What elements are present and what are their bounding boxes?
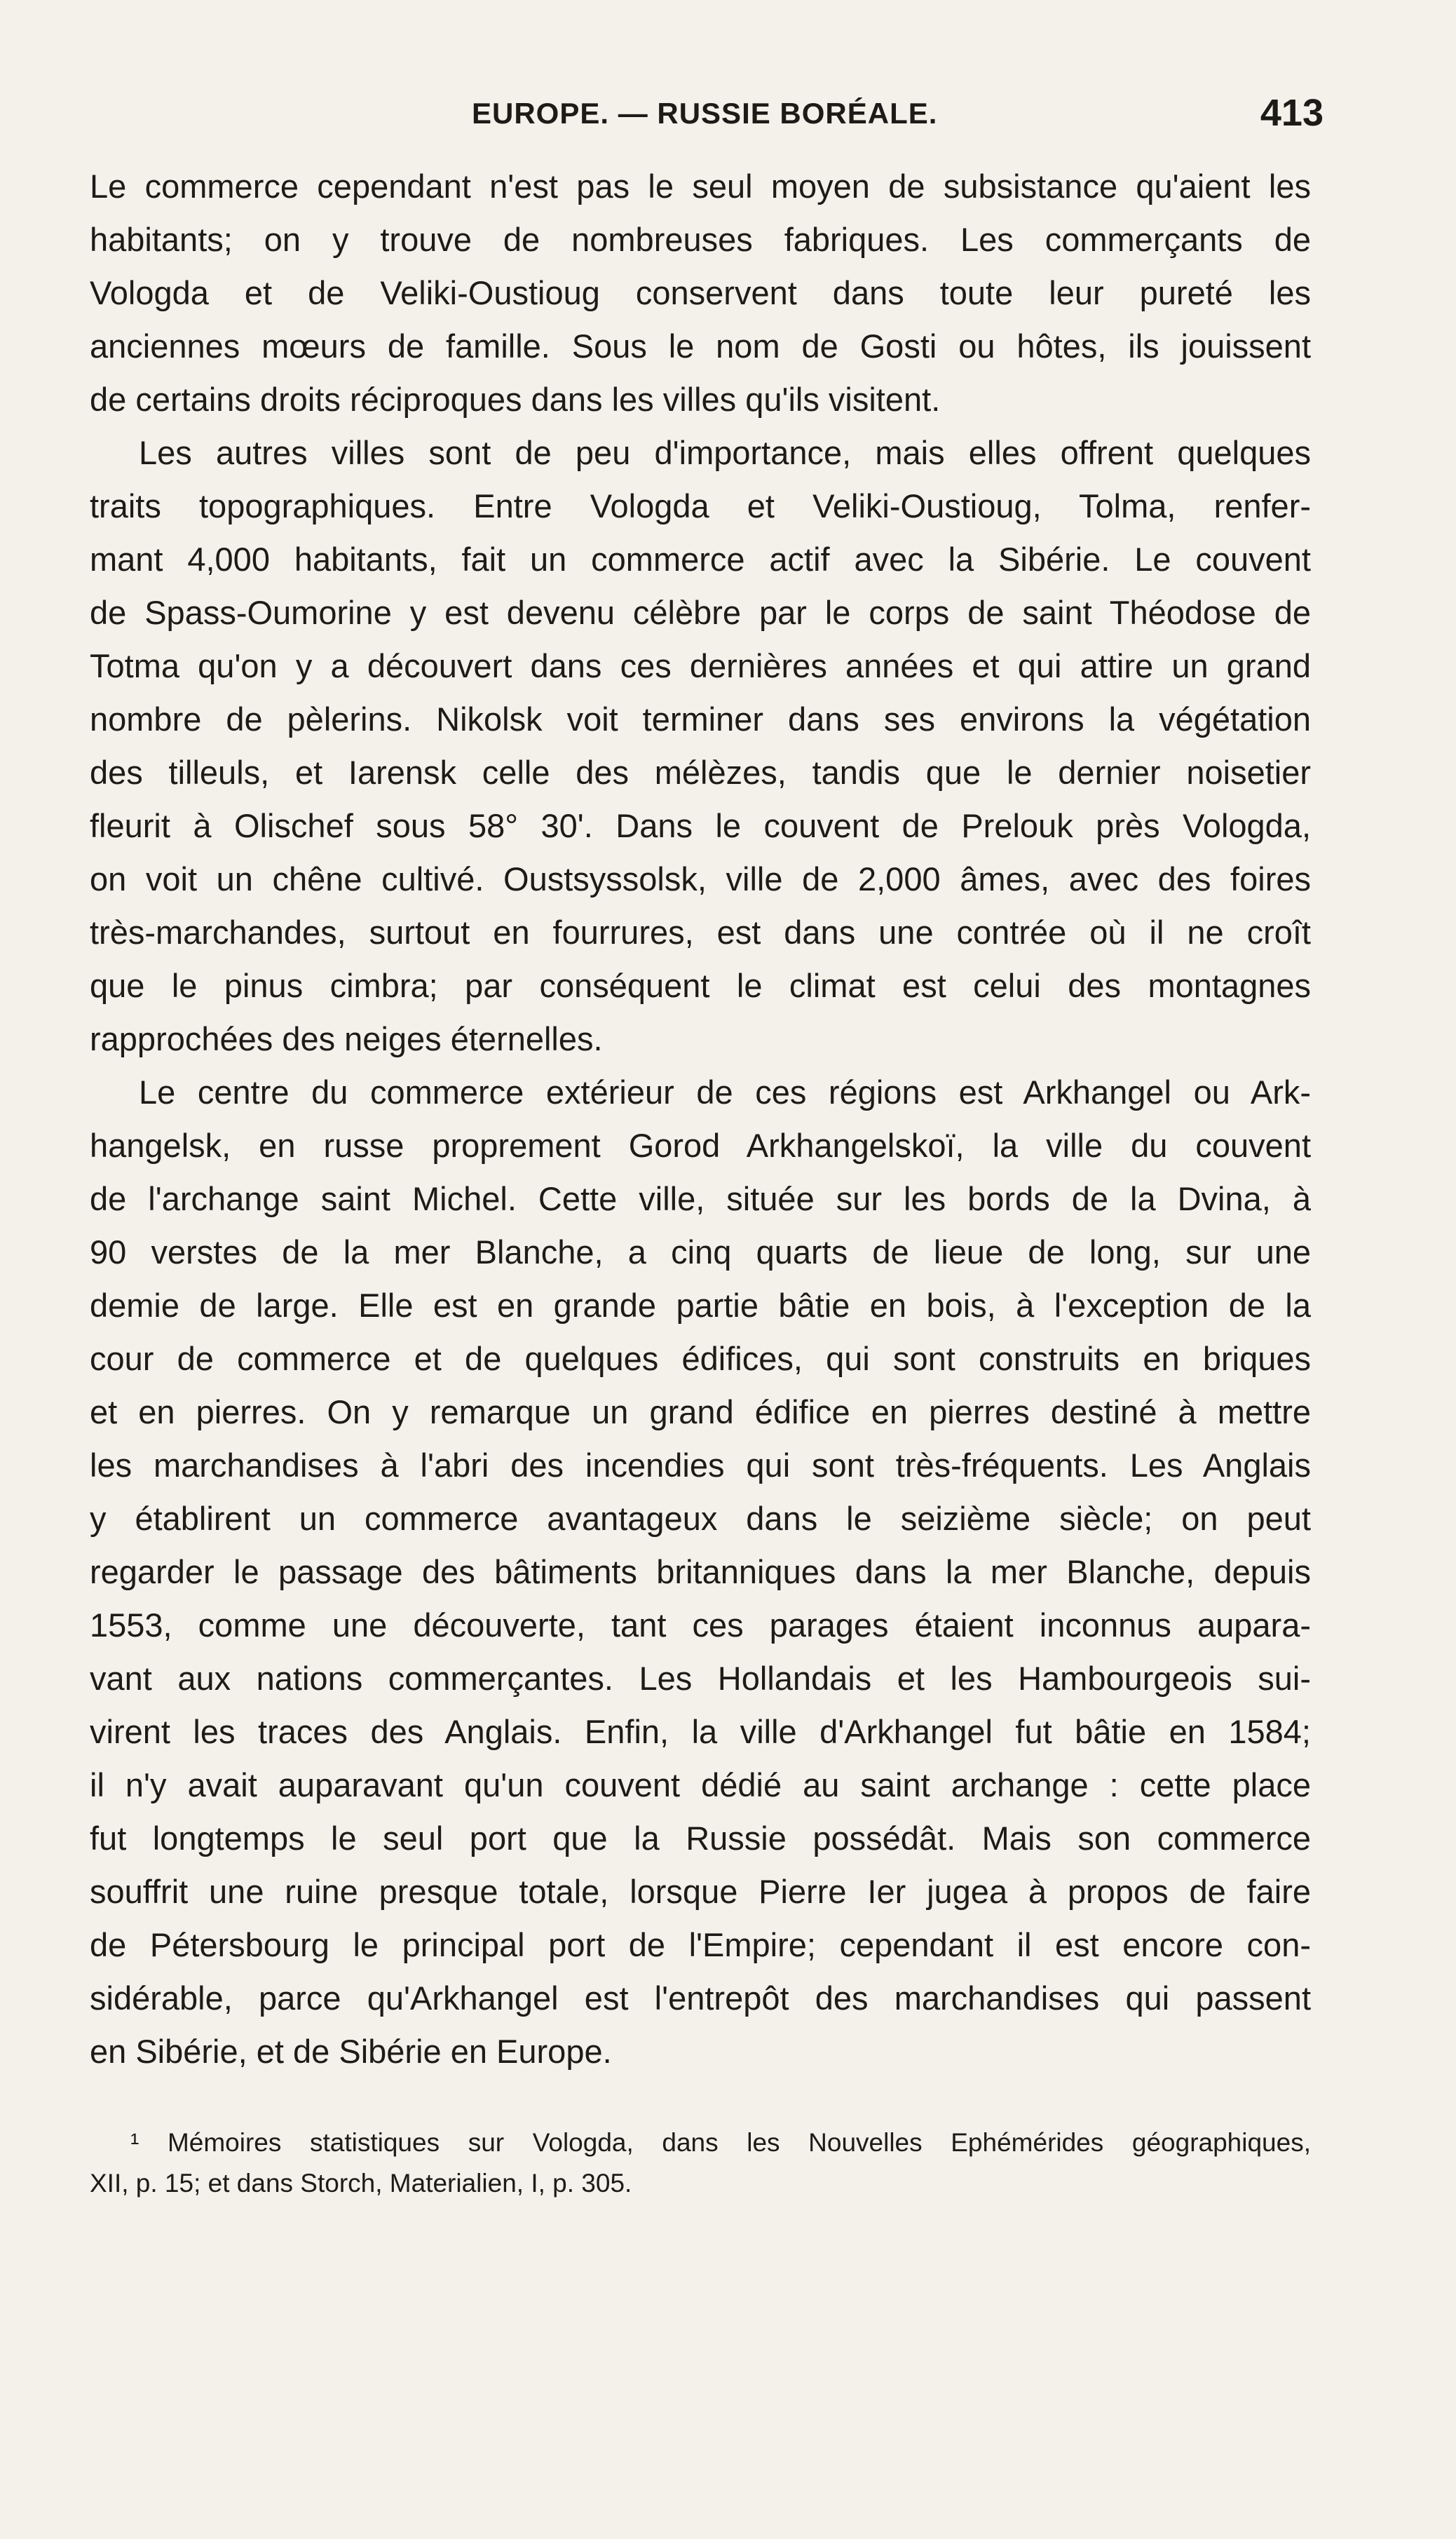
text-line: hangelsk, en russe proprement Gorod Arkhangelskoï, la ville du couvent <box>90 1127 1311 1164</box>
text-line: fut longtemps le seul port que la Russie possédât. Mais son commerce <box>90 1820 1311 1857</box>
text-line: mant 4,000 habitants, fait un commerce actif avec la Sibérie. Le couvent <box>90 541 1311 578</box>
text-line: habitants; on y trouve de nombreuses fabriques. Les commerçants de <box>90 221 1311 258</box>
text-line: sidérable, parce qu'Arkhangel est l'entrepôt des marchandises qui passent <box>90 1979 1311 2017</box>
text-line: regarder le passage des bâtiments britanniques dans la mer Blanche, depuis <box>90 1553 1311 1590</box>
text-line: demie de large. Elle est en grande partie bâtie en bois, à l'exception de la <box>90 1287 1311 1324</box>
text-line: souffrit une ruine presque totale, lorsque Pierre Ier jugea à propos de faire <box>90 1873 1311 1910</box>
footnote-line: ¹ Mémoires statistiques sur Vologda, dans les Nouvelles Ephémérides géographiques, <box>130 2128 1311 2157</box>
text-line: nombre de pèlerins. Nikolsk voit terminer dans ses environs la végétation <box>90 700 1311 738</box>
text-line: Le commerce cependant n'est pas le seul moyen de subsistance qu'aient les <box>90 168 1311 205</box>
text-line: 1553, comme une découverte, tant ces parages étaient inconnus aupara- <box>90 1606 1311 1644</box>
text-line: fleurit à Olischef sous 58° 30'. Dans le couvent de Prelouk près Vologda, <box>90 807 1311 844</box>
text-line: Les autres villes sont de peu d'importance, mais elles offrent quelques <box>139 434 1311 471</box>
text-line: y établirent un commerce avantageux dans le seizième siècle; on peut <box>90 1500 1311 1537</box>
text-line: anciennes mœurs de famille. Sous le nom de Gosti ou hôtes, ils jouissent <box>90 327 1311 365</box>
text-line: et en pierres. On y remarque un grand édifice en pierres destiné à mettre <box>90 1393 1311 1430</box>
text-line: très-marchandes, surtout en fourrures, est dans une contrée où il ne croît <box>90 914 1311 951</box>
text-line: de certains droits réciproques dans les villes qu'ils visitent. <box>90 381 941 418</box>
running-head: EUROPE. — RUSSIE BORÉALE. <box>472 97 938 130</box>
footnote <box>90 2122 1311 2204</box>
text-line: de Spass-Oumorine y est devenu célèbre par le corps de saint Théodose de <box>90 594 1311 631</box>
text-line: de Pétersbourg le principal port de l'Empire; cependant il est encore con- <box>90 1926 1311 1963</box>
text-line: virent les traces des Anglais. Enfin, la ville d'Arkhangel fut bâtie en 1584; <box>90 1713 1311 1750</box>
text-line: Totma qu'on y a découvert dans ces dernières années et qui attire un grand <box>90 647 1311 684</box>
text-line: de l'archange saint Michel. Cette ville, située sur les bords de la Dvina, à <box>90 1180 1311 1217</box>
page-header <box>90 91 1324 140</box>
text-line: Le centre du commerce extérieur de ces régions est Arkhangel ou Ark- <box>139 1074 1311 1111</box>
footnote-line: XII, p. 15; et dans Storch, Materialien, I, p. 305. <box>90 2169 632 2198</box>
text-line: que le pinus cimbra; par conséquent le climat est celui des montagnes <box>90 967 1311 1004</box>
text-line: les marchandises à l'abri des incendies qui sont très-fréquents. Les Anglais <box>90 1447 1311 1484</box>
text-line: on voit un chêne cultivé. Oustsyssolsk, ville de 2,000 âmes, avec des foires <box>90 860 1311 898</box>
text-line: cour de commerce et de quelques édifices, qui sont construits en briques <box>90 1340 1311 1377</box>
body-text <box>90 160 1311 2078</box>
text-line: des tilleuls, et Iarensk celle des mélèzes, tandis que le dernier noisetier <box>90 754 1311 791</box>
text-line: en Sibérie, et de Sibérie en Europe. <box>90 2033 612 2070</box>
text-line: traits topographiques. Entre Vologda et Veliki-Oustioug, Tolma, renfer- <box>90 487 1311 524</box>
text-line: rapprochées des neiges éternelles. <box>90 1020 603 1057</box>
page-number: 413 <box>1260 92 1324 134</box>
text-line: vant aux nations commerçantes. Les Hollandais et les Hambourgeois sui- <box>90 1660 1311 1697</box>
text-line: Vologda et de Veliki-Oustioug conservent dans toute leur pureté les <box>90 274 1311 311</box>
text-line: il n'y avait auparavant qu'un couvent dédié au saint archange : cette place <box>90 1766 1311 1803</box>
text-line: 90 verstes de la mer Blanche, a cinq quarts de lieue de long, sur une <box>90 1233 1311 1271</box>
